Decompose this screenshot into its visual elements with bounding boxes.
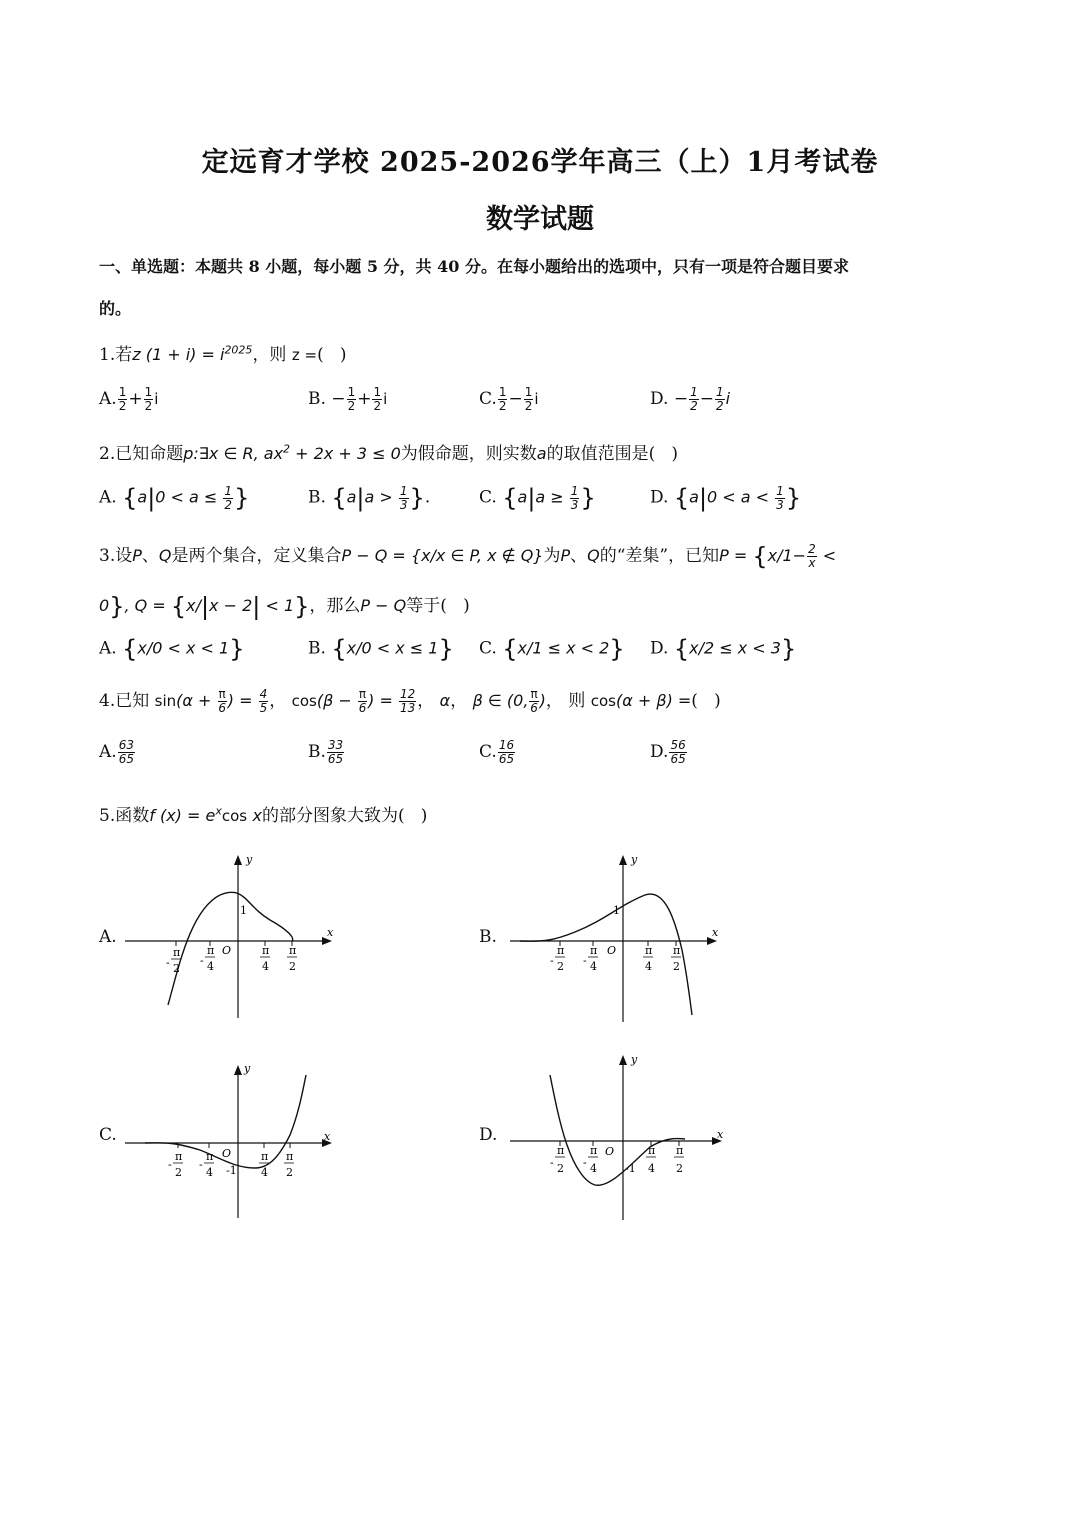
svg-text:O: O [607,944,617,957]
svg-text:π: π [173,946,181,959]
svg-text:4: 4 [261,1166,268,1179]
q5-option-b[interactable]: B. [479,927,497,947]
graph-option-a[interactable] [120,850,350,1025]
question-5: 5.函数f $(x) = e^x\cos$ x的部分图象大致为( ) [99,804,428,826]
svg-text:-: - [168,1158,172,1171]
svg-text:4: 4 [262,960,269,973]
q3-option-b[interactable]: B. {x/0 < x ≤ 1} [308,635,454,663]
svg-text:π: π [673,944,681,957]
question-3-cont: 0}, Q = {x/|x − 2| < 1}，那么P − Q等于( ) [99,592,470,621]
question-4: 4.已知 sin(α + $\frac{\pi}{6}$ ) = $\frac{4}{5}$ ， cos(β − $\frac{\pi}{6}$ ) = $\frac{12}{13}$ ， α， β ∈ (0, $\frac{\pi}{6}$ )， 则 cos(α + β) =( ) [99,687,721,715]
q1-option-a[interactable]: A. $\frac{1}{2}$ + $\frac{1}{2}$ i [99,385,159,413]
svg-text:x: x [324,1130,331,1143]
svg-text:-: - [583,954,587,967]
svg-text:π: π [207,944,215,957]
section-heading: 一、单选题：本题共 8 小题，每小题 5 分，共 40 分。在每小题给出的选项中，只有一项是符合题目要求 [99,257,849,276]
svg-text:-: - [550,954,554,967]
question-1: 1.若z $(1 + i) = i^{2025}$，则 z =( ) [99,343,347,365]
svg-text:-: - [583,1156,587,1169]
svg-text:4: 4 [648,1162,655,1175]
q2-option-a[interactable]: A. {a|0 < a ≤ $\frac{1}{2}$ } [99,483,250,512]
svg-text:2: 2 [286,1166,293,1179]
x-axis-label: x [327,926,334,939]
q5-option-c[interactable]: C. [99,1125,117,1145]
question-number: 1. [99,345,116,365]
q5-option-d[interactable]: D. [479,1125,498,1145]
svg-text:-1: -1 [226,1164,237,1177]
svg-text:π: π [590,1144,598,1157]
q4-option-d[interactable]: D. $\frac{56}{65}$ [650,738,686,766]
q4-option-b[interactable]: B. $\frac{33}{65}$ [308,738,344,766]
svg-text:2: 2 [557,960,564,973]
q1-option-b[interactable]: B. − $\frac{1}{2}$ + $\frac{1}{2}$ i [308,385,388,413]
svg-text:π: π [557,1144,565,1157]
svg-text:2: 2 [173,962,180,975]
svg-text:4: 4 [206,1166,213,1179]
svg-text:-: - [550,1156,554,1169]
svg-text:2: 2 [676,1162,683,1175]
svg-text:1: 1 [613,904,620,917]
svg-text:π: π [645,944,653,957]
svg-text:2: 2 [289,960,296,973]
svg-text:π: π [590,944,598,957]
y-axis-label: y [246,853,253,866]
svg-text:π: π [676,1144,684,1157]
q3-option-d[interactable]: D. {x/2 ≤ x < 3} [650,635,797,663]
svg-text:π: π [648,1144,656,1157]
graph-option-c[interactable] [120,1050,350,1225]
q2-option-d[interactable]: D. {a|0 < a < $\frac{1}{3}$ } [650,483,802,512]
svg-text:4: 4 [590,960,597,973]
graph-option-d[interactable] [505,1050,735,1225]
svg-text:π: π [206,1150,214,1163]
q1-option-c[interactable]: C. $\frac{1}{2}$ − $\frac{1}{2}$ i [479,385,539,413]
q4-option-c[interactable]: C. $\frac{16}{65}$ [479,738,515,766]
svg-text:x: x [712,926,719,939]
q3-option-a[interactable]: A. {x/0 < x < 1} [99,635,245,663]
svg-text:-: - [199,1158,203,1171]
q1-option-d[interactable]: D. − $\frac{1}{2}$ − $\frac{1}{2}$ i [650,385,731,413]
section-heading-cont: 的。 [99,299,132,318]
svg-text:4: 4 [590,1162,597,1175]
svg-text:2: 2 [175,1166,182,1179]
svg-text:π: π [286,1150,294,1163]
svg-text:x: x [717,1128,724,1141]
origin-label: O [222,944,232,957]
svg-text:4: 4 [207,960,214,973]
svg-text:π: π [261,1150,269,1163]
exam-title: 定远育才学校 2025-2026学年高三（上）1月考试卷 [201,147,879,178]
svg-text:2: 2 [557,1162,564,1175]
svg-text:y: y [631,1053,638,1066]
svg-text:2: 2 [673,960,680,973]
svg-text:-: - [166,956,170,969]
q4-option-a[interactable]: A. $\frac{63}{65}$ [99,738,134,766]
question-3: 3.设P、Q是两个集合，定义集合P − Q = {x/x ∈ P, x ∉ Q}为P、Q的“差集”，已知P = {x/1− $\frac{2}{x}$ < [99,542,837,571]
q2-option-b[interactable]: B. {a|a > $\frac{1}{3}$ }. [308,483,431,512]
svg-text:π: π [175,1150,183,1163]
graph-option-b[interactable] [505,850,735,1025]
svg-text:O: O [222,1147,232,1160]
q3-option-c[interactable]: C. {x/1 ≤ x < 2} [479,635,625,663]
question-2: 2.已知命题p:∃x ∈ R, $ax^2 + 2x + 3 \le 0$为假命题，则实数a的取值范围是( ) [99,442,679,464]
svg-text:π: π [262,944,270,957]
svg-text:y: y [631,853,638,866]
svg-text:π: π [557,944,565,957]
svg-text:-1: -1 [625,1162,636,1175]
subject-title: 数学试题 [486,204,594,235]
svg-text:π: π [289,944,297,957]
svg-text:O: O [605,1145,615,1158]
svg-text:4: 4 [645,960,652,973]
q5-option-a[interactable]: A. [99,927,117,947]
svg-text:y: y [244,1062,251,1075]
q2-option-c[interactable]: C. {a|a ≥ $\frac{1}{3}$ } [479,483,596,512]
svg-text:-: - [200,954,204,967]
one-label: 1 [240,904,247,917]
